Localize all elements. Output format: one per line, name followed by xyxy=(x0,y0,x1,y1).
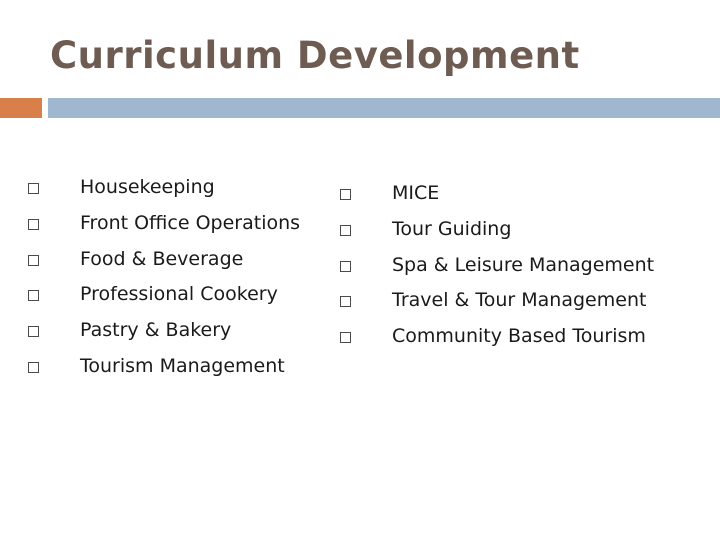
square-bullet-icon xyxy=(28,362,39,373)
square-bullet-icon xyxy=(340,296,351,307)
list-item-label: Tour Guiding xyxy=(392,217,512,240)
list-item-label: Travel & Tour Management xyxy=(392,289,647,312)
list-item-label: Community Based Tourism xyxy=(392,325,646,348)
square-bullet-icon xyxy=(28,219,39,230)
list-item xyxy=(28,281,300,317)
list-item-label: Housekeeping xyxy=(80,176,215,198)
list-item xyxy=(340,216,654,252)
list-item-label: Professional Cookery xyxy=(80,283,278,306)
list-item xyxy=(28,174,300,210)
left-bullet-list xyxy=(28,174,300,389)
accent-bar xyxy=(0,98,42,118)
list-item xyxy=(28,317,300,353)
header-bar xyxy=(48,98,720,118)
square-bullet-icon xyxy=(28,255,39,266)
list-item xyxy=(28,210,300,246)
list-item xyxy=(340,287,654,323)
square-bullet-icon xyxy=(28,326,39,337)
list-item xyxy=(28,353,300,389)
right-bullet-list xyxy=(340,180,654,359)
list-item xyxy=(340,323,654,359)
list-item-label: Front Office Operations xyxy=(80,211,301,234)
list-item-label: Spa & Leisure Management xyxy=(392,253,655,276)
list-item-label: Pastry & Bakery xyxy=(80,319,232,342)
square-bullet-icon xyxy=(340,332,351,343)
list-item xyxy=(340,180,654,216)
square-bullet-icon xyxy=(340,225,351,236)
list-item-label: MICE xyxy=(392,182,440,204)
list-item xyxy=(28,246,300,282)
list-item-label: Tourism Management xyxy=(80,354,285,377)
slide-title: Curriculum Development xyxy=(50,34,580,77)
square-bullet-icon xyxy=(340,189,351,200)
square-bullet-icon xyxy=(28,183,39,194)
list-item xyxy=(340,252,654,288)
square-bullet-icon xyxy=(28,290,39,301)
square-bullet-icon xyxy=(340,261,351,272)
list-item-label: Food & Beverage xyxy=(80,247,244,270)
